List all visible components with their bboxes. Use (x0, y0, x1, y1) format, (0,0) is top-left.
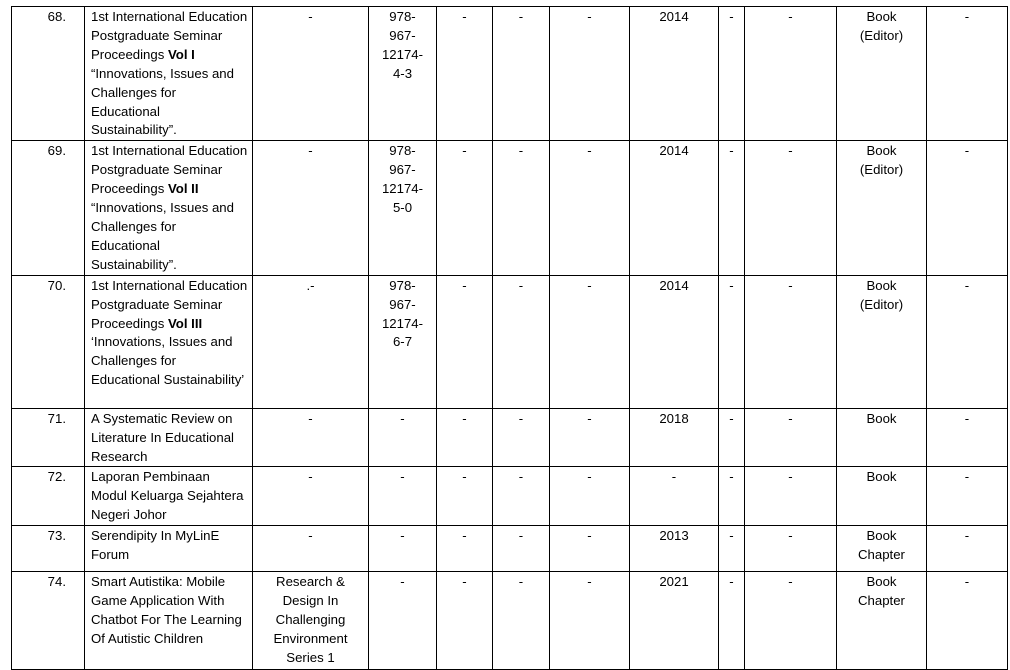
publication-type-line: Chapter (858, 593, 905, 609)
table-row (12, 7, 1008, 141)
column-11-cell: - (927, 467, 1008, 526)
column-5-cell: - (493, 7, 550, 141)
publication-type-line: Book (866, 9, 897, 24)
publication-type-line: Book (866, 277, 897, 293)
column-4-cell: - (437, 572, 493, 670)
column-8-cell: - (719, 408, 745, 467)
title-text: 1st International Education Postgraduate Seminar Proceedings (91, 143, 248, 197)
publication-type-line: Book (866, 528, 897, 544)
row-number-cell: 73. (12, 526, 85, 572)
series-cell: .- (253, 275, 369, 408)
isbn-line: 967- (389, 162, 416, 178)
column-6-cell: - (550, 275, 630, 408)
isbn-line: 5-0 (392, 200, 413, 216)
isbn-cell: - (369, 467, 437, 526)
column-11-cell: - (927, 572, 1008, 670)
series-cell (253, 572, 369, 670)
series-cell: - (253, 408, 369, 467)
title-text: Laporan Pembinaan Modul Keluarga Sejahtera Negeri Johor (91, 469, 244, 523)
column-11-cell: - (927, 526, 1008, 572)
volume-label: Vol II (167, 181, 199, 197)
series-line: Series 1 (286, 649, 335, 665)
table-row (12, 467, 1008, 526)
publication-type-line: (Editor) (859, 162, 904, 178)
title-text: 1st International Education Postgraduate Seminar Proceedings (91, 277, 248, 331)
year-cell: 2014 (630, 275, 719, 408)
publication-type-line: Chapter (858, 547, 905, 563)
table-row (12, 275, 1008, 408)
isbn-cell: - (369, 408, 437, 467)
publication-type-cell (837, 141, 927, 275)
year-cell: - (630, 467, 719, 526)
column-8-cell: - (719, 467, 745, 526)
table-row (12, 572, 1008, 670)
title-text: Serendipity In MyLinE Forum (91, 528, 220, 563)
column-4-cell: - (437, 526, 493, 572)
series-cell: - (253, 526, 369, 572)
column-6-cell: - (550, 526, 630, 572)
column-11-cell: - (927, 7, 1008, 141)
isbn-cell (369, 141, 437, 275)
row-number-cell: 70. (12, 275, 85, 408)
column-4-cell: - (437, 408, 493, 467)
column-8-cell: - (719, 572, 745, 670)
series-cell: - (253, 141, 369, 275)
column-5-cell: - (493, 572, 550, 670)
title-text: Smart Autistika: Mobile Game Application With Chatbot For The Learning Of Autistic Children (91, 574, 242, 646)
row-number-cell: 68. (12, 7, 85, 141)
column-9-cell: - (745, 408, 837, 467)
column-8-cell: - (719, 275, 745, 408)
column-5-cell: - (493, 467, 550, 526)
column-9-cell: - (745, 572, 837, 670)
series-cell: - (253, 467, 369, 526)
isbn-line: 12174- (381, 315, 424, 331)
column-11-cell: - (927, 408, 1008, 467)
isbn-cell: - (369, 572, 437, 670)
title-cell (85, 467, 253, 526)
column-9-cell: - (745, 141, 837, 275)
column-6-cell: - (550, 572, 630, 670)
column-6-cell: - (550, 7, 630, 141)
publication-type-cell (837, 572, 927, 670)
series-cell: - (253, 7, 369, 141)
row-number-cell: 74. (12, 572, 85, 670)
year-cell: 2013 (630, 526, 719, 572)
column-11-cell: - (927, 275, 1008, 408)
publication-type-line: Book (866, 574, 897, 590)
column-6-cell: - (550, 141, 630, 275)
title-text: A Systematic Review on Literature In Educational Research (91, 410, 234, 464)
title-cell (85, 141, 253, 275)
isbn-line: 978- (389, 277, 416, 293)
table-row (12, 141, 1008, 275)
isbn-line: 967- (389, 296, 416, 312)
title-cell (85, 526, 253, 572)
row-number-cell: 72. (12, 467, 85, 526)
isbn-line: 978- (389, 143, 416, 159)
column-9-cell: - (745, 526, 837, 572)
isbn-cell: - (369, 526, 437, 572)
publication-type-line: (Editor) (859, 296, 904, 312)
column-8-cell: - (719, 141, 745, 275)
publication-type-cell (837, 7, 927, 141)
title-cell (85, 572, 253, 670)
isbn-line: 978- (389, 9, 416, 24)
isbn-line: 12174- (381, 181, 424, 197)
table-body (12, 7, 1008, 670)
publication-type-cell: Book (837, 408, 927, 467)
column-9-cell: - (745, 467, 837, 526)
column-5-cell: - (493, 275, 550, 408)
isbn-line: 6-7 (392, 334, 413, 350)
column-5-cell: - (493, 141, 550, 275)
table-row (12, 526, 1008, 572)
isbn-line: 967- (389, 27, 416, 43)
column-8-cell: - (719, 526, 745, 572)
column-11-cell: - (927, 141, 1008, 275)
column-6-cell: - (550, 408, 630, 467)
title-cell (85, 408, 253, 467)
table-row (12, 408, 1008, 467)
publication-type-line: (Editor) (859, 27, 904, 43)
year-cell: 2014 (630, 7, 719, 141)
volume-label: Vol III (167, 315, 203, 331)
series-line: Design In (282, 593, 339, 609)
isbn-line: 12174- (381, 46, 424, 62)
column-9-cell: - (745, 7, 837, 141)
title-cell (85, 275, 253, 408)
isbn-line: 4-3 (392, 65, 413, 81)
column-5-cell: - (493, 408, 550, 467)
column-4-cell: - (437, 7, 493, 141)
title-subtitle-text: “Innovations, Issues and Challenges for Educational Sustainability”. (91, 65, 234, 138)
column-4-cell: - (437, 467, 493, 526)
year-cell: 2021 (630, 572, 719, 670)
title-cell (85, 7, 253, 141)
year-cell: 2014 (630, 141, 719, 275)
publication-type-cell: Book (837, 467, 927, 526)
row-number-cell: 71. (12, 408, 85, 467)
publication-type-cell (837, 275, 927, 408)
isbn-cell (369, 7, 437, 141)
title-subtitle-text: ‘Innovations, Issues and Challenges for Educational Sustainability’ (91, 334, 245, 388)
column-4-cell: - (437, 275, 493, 408)
publication-type-cell (837, 526, 927, 572)
publications-table (11, 6, 1008, 670)
volume-label: Vol I (167, 46, 195, 62)
row-number-cell: 69. (12, 141, 85, 275)
series-line: Environment (273, 630, 348, 646)
column-8-cell: - (719, 7, 745, 141)
title-subtitle-text: “Innovations, Issues and Challenges for Educational Sustainability”. (91, 200, 234, 272)
column-4-cell: - (437, 141, 493, 275)
column-5-cell: - (493, 526, 550, 572)
year-cell: 2018 (630, 408, 719, 467)
isbn-cell (369, 275, 437, 408)
series-line: Research & (276, 574, 345, 590)
title-text: 1st International Education Postgraduate Seminar Proceedings (91, 9, 248, 62)
column-9-cell: - (745, 275, 837, 408)
series-line: Challenging (275, 611, 346, 627)
publication-type-line: Book (866, 143, 897, 159)
column-6-cell: - (550, 467, 630, 526)
